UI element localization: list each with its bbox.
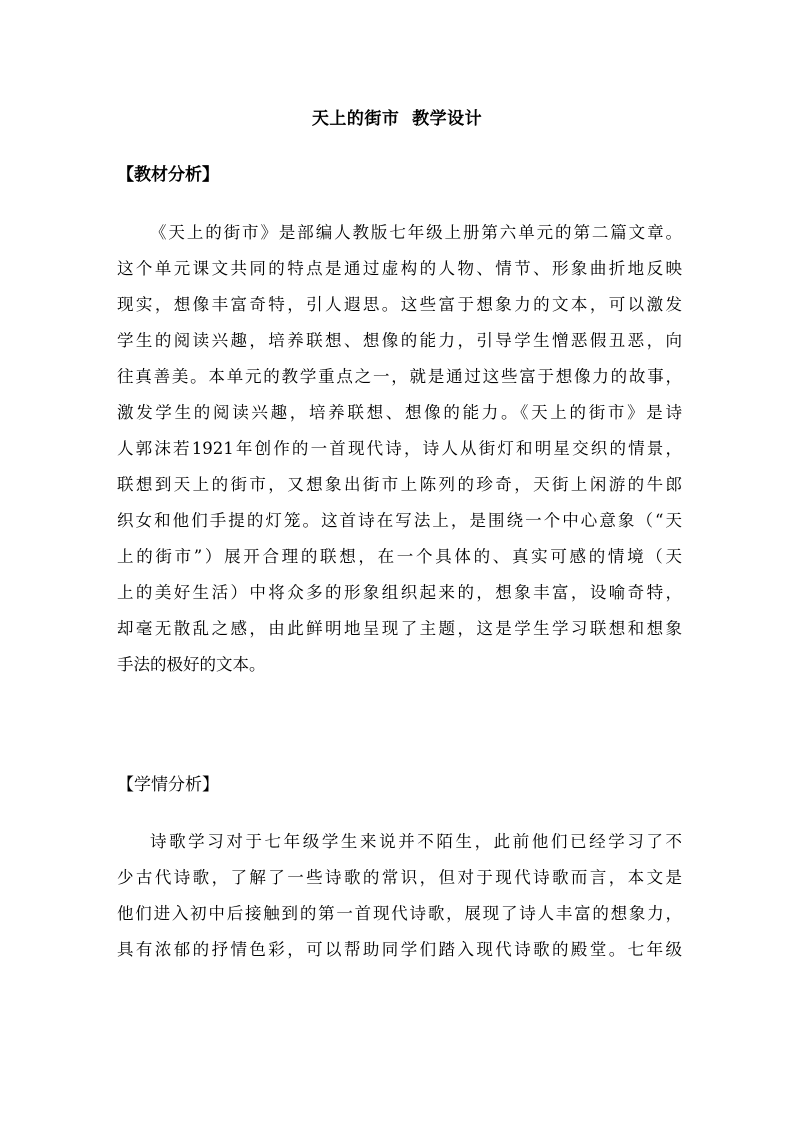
section-heading-textbook-analysis: 【教材分析】 (117, 165, 219, 185)
paragraph-line: 少古代诗歌，了解了一些诗歌的常识，但对于现代诗歌而言，本文是 (117, 868, 682, 887)
paragraph-line: 人郭沫若1921年创作的一首现代诗，诗人从街灯和明星交织的情景， (117, 439, 682, 458)
paragraph-line: 这个单元课文共同的特点是通过虚构的人物、情节、形象曲折地反映 (117, 259, 682, 278)
paragraph-line: 诗歌学习对于七年级学生来说并不陌生，此前他们已经学习了不 (150, 832, 682, 851)
paragraph-line: 激发学生的阅读兴趣，培养联想、想像的能力。《天上的街市》是诗 (117, 403, 682, 422)
paragraph-line: 现实，想像丰富奇特，引人遐思。这些富于想象力的文本，可以激发 (117, 295, 682, 314)
paragraph-line: 上的街市”）展开合理的联想，在一个具体的、真实可感的情境（天 (117, 547, 682, 566)
paragraph-line: 往真善美。本单元的教学重点之一，就是通过这些富于想像力的故事， (117, 367, 682, 386)
paragraph-line: 他们进入初中后接触到的第一首现代诗歌，展现了诗人丰富的想象力， (117, 904, 682, 923)
paragraph-line: 却毫无散乱之感，由此鲜明地呈现了主题，这是学生学习联想和想象 (117, 619, 682, 638)
paragraph-line: 联想到天上的街市，又想象出街市上陈列的珍奇，天街上闲游的牛郎 (117, 475, 682, 494)
section-paragraph-student-analysis (117, 824, 682, 968)
paragraph-line: 织女和他们手提的灯笼。这首诗在写法上，是围绕一个中心意象（“天 (117, 511, 682, 530)
paragraph-line: 《天上的街市》是部编人教版七年级上册第六单元的第二篇文章。 (150, 223, 682, 242)
paragraph-line: 学生的阅读兴趣，培养联想、想像的能力，引导学生憎恶假丑恶，向 (117, 331, 682, 350)
paragraph-line: 上的美好生活）中将众多的形象组织起来的，想象丰富，设喻奇特， (117, 583, 682, 602)
document-title: 天上的街市 教学设计 (311, 109, 483, 129)
paragraph-line: 具有浓郁的抒情色彩，可以帮助同学们踏入现代诗歌的殿堂。七年级 (117, 940, 682, 959)
section-paragraph-textbook-analysis (117, 215, 682, 683)
paragraph-line: 手法的极好的文本。 (117, 655, 266, 674)
section-heading-student-analysis: 【学情分析】 (117, 775, 219, 795)
